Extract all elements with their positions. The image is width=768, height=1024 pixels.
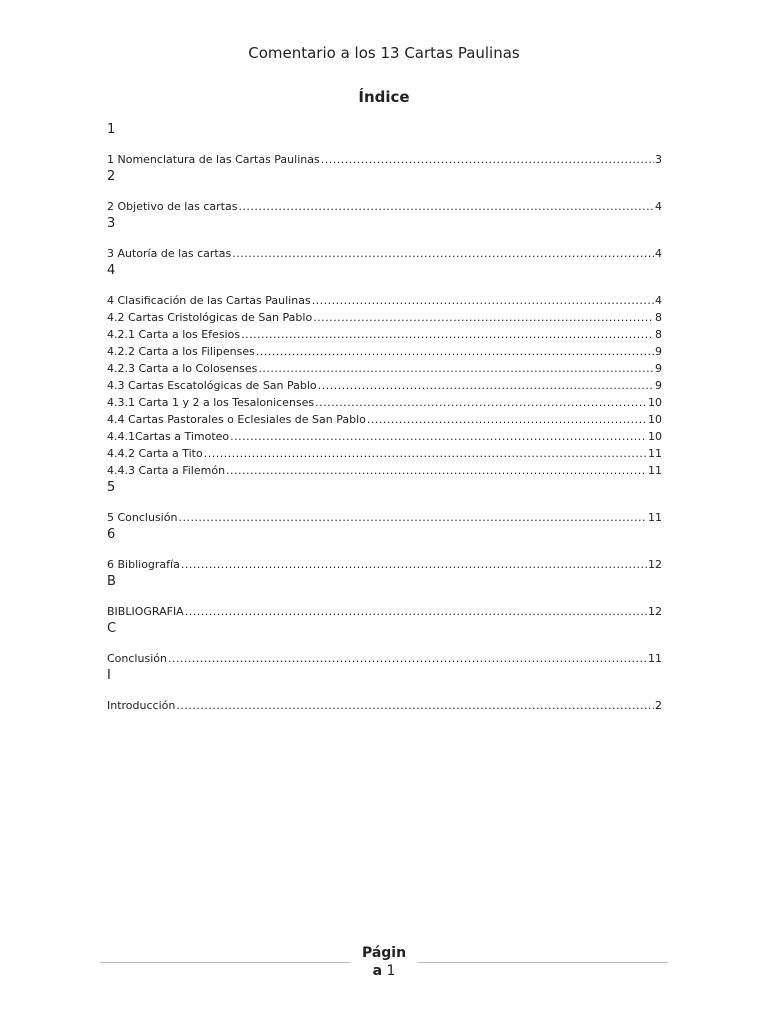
toc-entry-title: Conclusión xyxy=(107,652,167,665)
toc-entry-page: 9 xyxy=(655,362,662,375)
toc-entry-title: 1 Nomenclatura de las Cartas Paulinas xyxy=(107,153,320,166)
toc-entry-page: 3 xyxy=(655,153,662,166)
toc-entry-page: 4 xyxy=(655,247,662,260)
toc-group-letter: 6 xyxy=(107,527,116,542)
toc-entry-title: 4.4.2 Carta a Tito xyxy=(107,447,203,460)
toc-entry-page: 4 xyxy=(655,200,662,213)
toc-entry-title: 4.2.2 Carta a los Filipenses xyxy=(107,345,255,358)
toc-entry-title: 4.2.3 Carta a lo Colosenses xyxy=(107,362,258,375)
toc-entry-page: 10 xyxy=(648,413,662,426)
toc-entry[interactable] xyxy=(107,509,662,526)
toc-entry[interactable] xyxy=(107,377,662,394)
toc-dot-leader xyxy=(318,377,654,394)
toc-dot-leader xyxy=(238,198,654,215)
table-of-contents xyxy=(107,121,662,714)
index-heading: Índice xyxy=(358,88,410,106)
toc-entry-page: 11 xyxy=(648,447,662,460)
toc-entry-page: 10 xyxy=(648,430,662,443)
toc-entry[interactable] xyxy=(107,151,662,168)
footer-page-word-top: Págin xyxy=(361,945,407,961)
toc-dot-leader xyxy=(181,556,647,573)
toc-entry[interactable] xyxy=(107,697,662,714)
toc-dot-leader xyxy=(230,428,647,445)
toc-entry-page: 8 xyxy=(655,328,662,341)
toc-group xyxy=(107,262,662,479)
toc-dot-leader xyxy=(185,603,647,620)
toc-entry-page: 11 xyxy=(648,464,662,477)
toc-entry[interactable] xyxy=(107,394,662,411)
toc-group-letter: 1 xyxy=(107,122,116,137)
footer-rule-right xyxy=(418,962,668,963)
toc-dot-leader xyxy=(321,151,654,168)
document-header-title: Comentario a los 13 Cartas Paulinas xyxy=(248,44,520,62)
toc-entry-title: 3 Autoría de las cartas xyxy=(107,247,232,260)
toc-group xyxy=(107,667,662,714)
toc-entry-title: 5 Conclusión xyxy=(107,511,178,524)
toc-group-letter: 3 xyxy=(107,216,116,231)
toc-entry[interactable] xyxy=(107,198,662,215)
toc-entry-title: 6 Bibliografía xyxy=(107,558,180,571)
toc-group-letter: I xyxy=(107,668,111,683)
toc-dot-leader xyxy=(312,292,654,309)
toc-entry-title: 2 Objetivo de las cartas xyxy=(107,200,238,213)
toc-entry[interactable] xyxy=(107,292,662,309)
toc-entry[interactable] xyxy=(107,360,662,377)
toc-entry-title: 4.4 Cartas Pastorales o Eclesiales de San Pablo xyxy=(107,413,366,426)
footer-page-word-bottom: a xyxy=(372,963,383,979)
toc-entry-title: 4.4.3 Carta a Filemón xyxy=(107,464,226,477)
toc-entry[interactable] xyxy=(107,343,662,360)
toc-group xyxy=(107,121,662,168)
toc-entry[interactable] xyxy=(107,445,662,462)
footer-page-label xyxy=(350,944,418,980)
toc-entry[interactable] xyxy=(107,556,662,573)
toc-entry-title: BIBLIOGRAFIA xyxy=(107,605,184,618)
toc-group xyxy=(107,168,662,215)
toc-entry-title: 4.3 Cartas Escatológicas de San Pablo xyxy=(107,379,317,392)
toc-entry-page: 9 xyxy=(655,345,662,358)
toc-group-letter: 2 xyxy=(107,169,116,184)
toc-entry[interactable] xyxy=(107,245,662,262)
toc-entry-title: Introducción xyxy=(107,699,176,712)
toc-entry-page: 11 xyxy=(648,652,662,665)
toc-entry[interactable] xyxy=(107,462,662,479)
footer-page-number: 1 xyxy=(386,963,396,979)
toc-group-letter: 4 xyxy=(107,263,116,278)
toc-dot-leader xyxy=(168,650,647,667)
toc-dot-leader xyxy=(313,309,654,326)
toc-dot-leader xyxy=(204,445,647,462)
toc-entry-title: 4.2 Cartas Cristológicas de San Pablo xyxy=(107,311,313,324)
toc-entry[interactable] xyxy=(107,603,662,620)
toc-entry[interactable] xyxy=(107,309,662,326)
toc-group-letter: C xyxy=(107,621,117,636)
toc-group xyxy=(107,620,662,667)
toc-entry-title: 4.2.1 Carta a los Efesios xyxy=(107,328,241,341)
toc-entry[interactable] xyxy=(107,428,662,445)
toc-entry-page: 11 xyxy=(648,511,662,524)
toc-dot-leader xyxy=(232,245,654,262)
toc-entry-title: 4.3.1 Carta 1 y 2 a los Tesalonicenses xyxy=(107,396,315,409)
toc-entry-page: 8 xyxy=(655,311,662,324)
toc-dot-leader xyxy=(178,509,647,526)
toc-entry-page: 12 xyxy=(648,558,662,571)
toc-group-letter: B xyxy=(107,574,116,589)
toc-group xyxy=(107,573,662,620)
toc-entry-page: 2 xyxy=(655,699,662,712)
toc-entry-page: 9 xyxy=(655,379,662,392)
toc-entry[interactable] xyxy=(107,326,662,343)
toc-dot-leader xyxy=(367,411,647,428)
toc-group xyxy=(107,215,662,262)
toc-dot-leader xyxy=(241,326,654,343)
toc-entry[interactable] xyxy=(107,650,662,667)
toc-dot-leader xyxy=(258,360,654,377)
toc-entry-title: 4 Clasificación de las Cartas Paulinas xyxy=(107,294,311,307)
toc-group xyxy=(107,526,662,573)
toc-group xyxy=(107,479,662,526)
toc-dot-leader xyxy=(256,343,654,360)
toc-entry-page: 12 xyxy=(648,605,662,618)
toc-entry-title: 4.4.1Cartas a Timoteo xyxy=(107,430,230,443)
toc-entry-page: 10 xyxy=(648,396,662,409)
toc-group-letter: 5 xyxy=(107,480,116,495)
toc-dot-leader xyxy=(176,697,654,714)
footer-rule-left xyxy=(100,962,350,963)
toc-dot-leader xyxy=(315,394,647,411)
toc-entry[interactable] xyxy=(107,411,662,428)
toc-dot-leader xyxy=(226,462,647,479)
toc-entry-page: 4 xyxy=(655,294,662,307)
